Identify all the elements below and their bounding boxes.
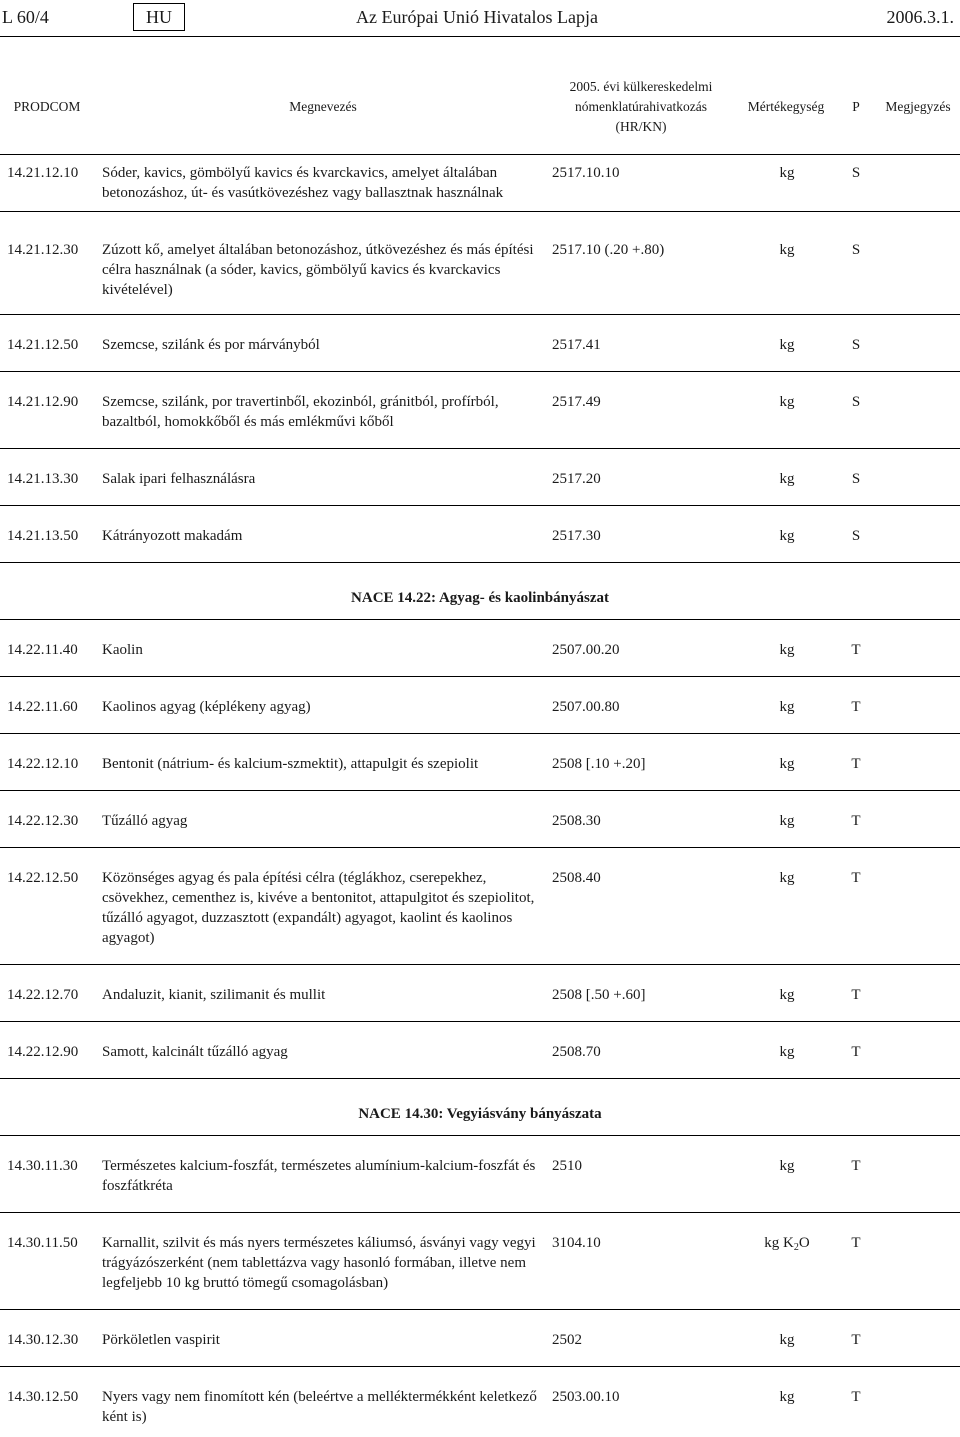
unit-of-measure: kg: [779, 699, 795, 715]
column-header-hs-reference: [546, 77, 736, 137]
hs-reference: 2517.30: [552, 528, 601, 544]
table-row: [0, 1136, 960, 1213]
hs-reference: 2507.00.80: [552, 699, 620, 715]
p-value: T: [851, 987, 861, 1003]
prodcom-code: 14.22.11.60: [7, 699, 78, 715]
journal-title: Az Európai Unió Hivatalos Lapja: [356, 7, 598, 27]
hs-reference: 2508.40: [552, 870, 601, 886]
p-value: T: [851, 813, 861, 829]
prodcom-code: 14.21.12.50: [7, 337, 79, 353]
column-header-name: Megnevezés: [289, 99, 357, 114]
prodcom-code: 14.22.12.90: [7, 1044, 79, 1060]
prodcom-code: 14.30.11.50: [7, 1235, 78, 1251]
hs-reference: 2517.49: [552, 394, 601, 410]
unit-of-measure: kg: [779, 471, 795, 487]
unit-subscript: 2: [793, 1242, 799, 1253]
prodcom-table: [0, 155, 960, 1437]
table-row: [0, 965, 960, 1022]
column-header-p: P: [852, 99, 860, 114]
column-header-hs-line-2: nómenklatúrahivatkozás: [575, 99, 707, 114]
hs-reference: 2508.70: [552, 1044, 601, 1060]
p-value: T: [851, 756, 861, 772]
hs-reference: 2508.30: [552, 813, 601, 829]
table-row: [0, 1367, 960, 1437]
journal-header: [0, 0, 960, 37]
table-row: [0, 734, 960, 791]
prodcom-code: 14.21.13.30: [7, 471, 79, 487]
section-title: NACE 14.22: Agyag- és kaolinbányászat: [351, 590, 609, 606]
hs-reference: 2517.20: [552, 471, 601, 487]
prodcom-code: 14.22.12.30: [7, 813, 79, 829]
hs-reference: 2508 [.10 +.20]: [552, 756, 646, 772]
column-header-note: Megjegyzés: [885, 99, 951, 114]
prodcom-code: 14.22.12.50: [7, 870, 79, 886]
item-description: Bentonit (nátrium- és kalcium-szmektit), attapulgit és szepiolit: [102, 756, 479, 772]
prodcom-code: 14.22.12.70: [7, 987, 79, 1003]
table-row: [0, 848, 960, 965]
item-description: Tűzálló agyag: [102, 813, 188, 829]
unit-of-measure: kg: [779, 394, 795, 410]
prodcom-code: 14.21.12.90: [7, 394, 79, 410]
p-value: T: [851, 1235, 861, 1251]
section-title: NACE 14.30: Vegyiásvány bányászata: [358, 1106, 602, 1122]
table-row: [0, 155, 960, 212]
table-row: [0, 449, 960, 506]
item-description: Samott, kalcinált tűzálló agyag: [102, 1044, 288, 1060]
table-row: [0, 620, 960, 677]
p-value: T: [851, 870, 861, 886]
table-column-headers: [0, 62, 960, 155]
table-row: [0, 212, 960, 315]
item-description: Salak ipari felhasználásra: [102, 471, 256, 487]
hs-reference: 2517.10.10: [552, 165, 620, 181]
unit-of-measure: kg: [779, 1158, 795, 1174]
table-row: [0, 1310, 960, 1367]
table-row: [0, 677, 960, 734]
unit-of-measure: kg: [779, 870, 795, 886]
unit-of-measure: kg: [779, 1332, 795, 1348]
hs-reference: 2517.41: [552, 337, 601, 353]
p-value: S: [851, 471, 861, 487]
p-value: S: [851, 337, 861, 353]
hs-reference: 2510: [552, 1158, 582, 1174]
unit-of-measure: kg: [779, 756, 795, 772]
table-row: [0, 791, 960, 848]
unit-of-measure: kg: [779, 242, 795, 258]
table-row: [0, 1022, 960, 1079]
prodcom-code: 14.21.13.50: [7, 528, 79, 544]
p-value: S: [851, 528, 861, 544]
prodcom-code: 14.21.12.10: [7, 165, 79, 181]
hs-reference: 2507.00.20: [552, 642, 620, 658]
p-value: S: [851, 165, 861, 181]
p-value: S: [851, 394, 861, 410]
prodcom-code: 14.22.12.10: [7, 756, 79, 772]
item-description: Nyers vagy nem finomított kén (beleértve a melléktermékként keletkező ként is): [102, 1389, 537, 1425]
prodcom-code: 14.30.12.50: [7, 1389, 79, 1405]
hs-reference: 3104.10: [552, 1235, 601, 1251]
unit-of-measure: kg: [779, 528, 795, 544]
p-value: T: [851, 1158, 861, 1174]
item-description: Andaluzit, kianit, szilimanit és mullit: [102, 987, 326, 1003]
table-row: [0, 1213, 960, 1310]
column-header-unit: Mértékegység: [747, 99, 825, 114]
item-description: Közönséges agyag és pala építési célra (téglákhoz, cserepekhez, csövekhez, cementhez is, kivéve a bentonitot, attapulgitot és szepiolitot, tűzálló agyagot, duzzasztott (expandált) agyagot, kaolint és kaolinos agyagot): [102, 870, 535, 946]
prodcom-code: 14.30.11.30: [7, 1158, 78, 1174]
unit-suffix: O: [798, 1235, 810, 1251]
page-reference: L 60/4: [2, 7, 49, 27]
unit-of-measure: kg: [779, 165, 795, 181]
unit-of-measure: kg: [779, 813, 795, 829]
p-value: T: [851, 642, 861, 658]
unit-of-measure: kg: [779, 642, 795, 658]
p-value: T: [851, 1332, 861, 1348]
unit-of-measure: kg: [779, 1389, 795, 1405]
p-value: T: [851, 699, 861, 715]
hs-reference: 2517.10 (.20 +.80): [552, 242, 665, 258]
unit-of-measure: [740, 1233, 834, 1253]
item-description: Kátrányozott makadám: [102, 528, 243, 544]
unit-of-measure: kg: [779, 987, 795, 1003]
p-value: S: [851, 242, 861, 258]
prodcom-code: 14.21.12.30: [7, 242, 79, 258]
column-header-hs-line-1: 2005. évi külkereskedelmi: [569, 79, 713, 94]
item-description: Sóder, kavics, gömbölyű kavics és kvarckavics, amelyet általában betonozáshoz, út- és vasútkövezéshez vagy ballasztnak használnak: [102, 165, 504, 201]
table-row: [0, 372, 960, 449]
prodcom-code: 14.22.11.40: [7, 642, 78, 658]
column-header-hs-line-3: (HR/KN): [615, 119, 667, 134]
hs-reference: 2503.00.10: [552, 1389, 620, 1405]
item-description: Szemcse, szilánk és por márványból: [102, 337, 320, 353]
table-row: [0, 315, 960, 372]
item-description: Pörköletlen vaspirit: [102, 1332, 220, 1348]
section-heading: [0, 563, 960, 620]
hs-reference: 2508 [.50 +.60]: [552, 987, 646, 1003]
item-description: Szemcse, szilánk, por travertinből, ekozinból, gránitból, profírból, bazaltból, homokkőből és más emlékművi kőből: [102, 394, 499, 430]
hs-reference: 2502: [552, 1332, 582, 1348]
language-code-box: HU: [133, 3, 185, 31]
p-value: T: [851, 1389, 861, 1405]
unit-of-measure: kg: [779, 337, 795, 353]
unit-of-measure: kg: [779, 1044, 795, 1060]
item-description: Kaolin: [102, 642, 143, 658]
prodcom-code: 14.30.12.30: [7, 1332, 79, 1348]
section-heading: [0, 1079, 960, 1136]
item-description: Kaolinos agyag (képlékeny agyag): [102, 699, 311, 715]
table-row: [0, 506, 960, 563]
column-header-prodcom: PRODCOM: [13, 99, 81, 114]
publication-date: 2006.3.1.: [886, 7, 954, 27]
item-description: Természetes kalcium-foszfát, természetes alumínium-kalcium-foszfát és foszfátkréta: [102, 1158, 536, 1194]
item-description: Zúzott kő, amelyet általában betonozáshoz, útkövezéshez és más építési célra használnak (a sóder, kavics, gömbölyű kavics és kvarckavics kivételével): [102, 242, 534, 298]
item-description: Karnallit, szilvit és más nyers természetes káliumsó, ásványi vagy vegyi trágyázószerként (nem tablettázva vagy hasonló formában, illetve nem legfeljebb 10 kg bruttó tömegű csomagolásban): [102, 1235, 536, 1291]
p-value: T: [851, 1044, 861, 1060]
unit-prefix: kg K: [764, 1235, 794, 1251]
